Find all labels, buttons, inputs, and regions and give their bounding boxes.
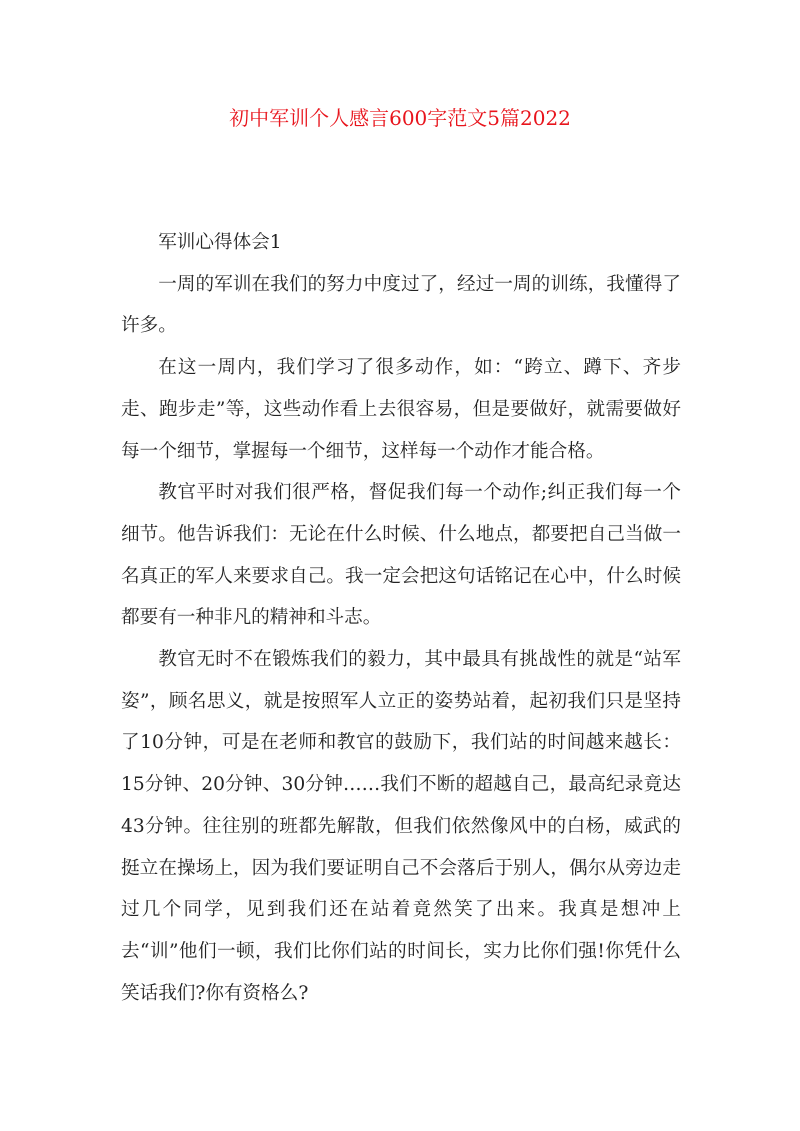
document-body — [121, 222, 681, 1014]
document-title: 初中军训个人感言600字范文5篇2022 — [229, 106, 571, 130]
paragraph: 教官平时对我们很严格，督促我们每一个动作;纠正我们每一个细节。他告诉我们：无论在什么时候、什么地点，都要把自己当做一名真正的军人来要求自己。我一定会把这句话铭记在心中，什么时候都要有一种非凡的精神和斗志。 — [121, 482, 681, 629]
paragraph: 教官无时不在锻炼我们的毅力，其中最具有挑战性的就是“站军姿”，顾名思义，就是按照军人立正的姿势站着，起初我们只是坚持了10分钟，可是在老师和教官的鼓励下，我们站的时间越来越长：15分钟、20分钟、30分钟……我们不断的超越自己，最高纪录竟达43分钟。往往别的班都先解散，但我们依然像风中的白杨，威武的挺立在操场上，因为我们要证明自己不会落后于别人，偶尔从旁边走过几个同学，见到我们还在站着竟然笑了出来。我真是想冲上去“训”他们一顿，我们比你们站的时间长，实力比你们强!你凭什么笑话我们?你有资格么? — [121, 649, 681, 1004]
section-heading: 军训心得体会1 — [158, 232, 282, 253]
paragraph: 一周的军训在我们的努力中度过了，经过一周的训练，我懂得了许多。 — [121, 273, 681, 337]
paragraph: 在这一周内，我们学习了很多动作，如：“跨立、蹲下、齐步走、跑步走”等，这些动作看上去很容易，但是要做好，就需要做好每一个细节，掌握每一个细节，这样每一个动作才能合格。 — [121, 357, 681, 462]
